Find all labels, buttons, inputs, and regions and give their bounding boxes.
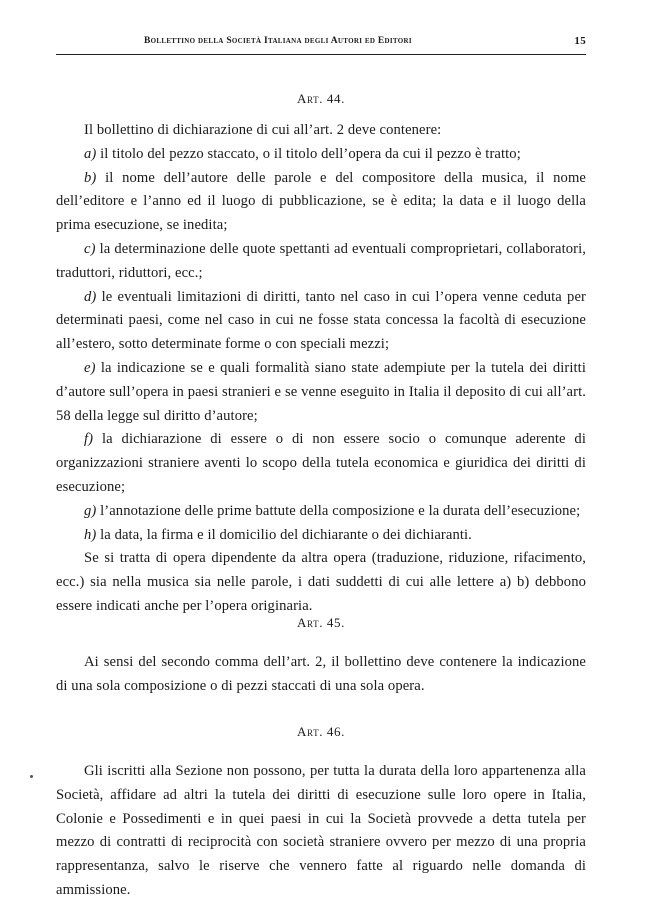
article-44-item-b: b) il nome dell’autore delle parole e del compositore della musica, il nome dell’editore e l’anno ed il luogo di pubblicazione, se è edita; la data e il luogo della prima esecuzione, se inedita; xyxy=(56,169,586,234)
article-44-item-g: g) l’annotazione delle prime battute della composizione e la durata dell’esecuzione; xyxy=(84,502,581,519)
margin-speck xyxy=(30,775,33,778)
article-44-item-f: f) la dichiarazione di essere o di non essere socio o comunque aderente di organizzazioni straniere aventi lo scopo della tutela economica e giuridica dei diritti di esecuzione; xyxy=(56,431,586,495)
article-45-body xyxy=(56,651,586,699)
article-46-heading: Art. 46. xyxy=(297,724,345,739)
running-head-title: Bollettino della Società Italiana degli Autori ed Editori xyxy=(144,36,412,46)
article-45-heading: Art. 45. xyxy=(297,615,345,630)
article-46-paragraph: Gli iscritti alla Sezione non possono, per tutta la durata della loro appartenenza alla Società, affidare ad altri la tutela dei diritti di esecuzione sulle loro opere in Italia, Colonie e Possedimenti e in quei paesi in cui la Società provvede a detta tutela per mezzo di contratti di reciprocità con società straniere ovvero per mezzo di una propria rappresentanza, salvo le riserve che vennero fatte al riguardo nelle domanda di ammissione. xyxy=(56,763,586,898)
article-44-item-c: c) la determinazione delle quote spettanti ad eventuali comproprietari, collaboratori, traduttori, riduttori, ecc.; xyxy=(56,240,586,281)
page-number: 15 xyxy=(574,35,586,47)
article-44-body xyxy=(56,119,586,619)
article-44-paragraph: Il bollettino di dichiarazione di cui all’art. 2 deve contenere: xyxy=(84,122,442,138)
article-44-item-a: a) il titolo del pezzo staccato, o il titolo dell’opera da cui il pezzo è tratto; xyxy=(84,145,521,162)
article-44-item-d: d) le eventuali limitazioni di diritti, tanto nel caso in cui l’opera venne ceduta per determinati paesi, come nel caso in cui ne fosse stata concessa la facoltà di esecuzione all’estero, sotto determinate forme o con speciali mezzi; xyxy=(56,288,586,353)
article-44-item-e: e) la indicazione se e quali formalità siano state adempiute per la tutela dei diritti d’autore sull’opera in paesi stranieri e se venne eseguito in Italia il deposito di cui all’art. 58 della legge sul diritto d’autore; xyxy=(56,359,586,424)
article-44-item-h: h) la data, la firma e il domicilio del dichiarante o dei dichiaranti. xyxy=(84,526,472,543)
article-46-body xyxy=(56,760,586,903)
article-44-closing-paragraph: Se si tratta di opera dipendente da altra opera (traduzione, riduzione, rifacimento, ecc.) sia nella musica sia nelle parole, i dati suddetti di cui alle lettere a) b) debbono essere indicati anche per l’opera originaria. xyxy=(56,550,586,614)
article-45-paragraph: Ai sensi del secondo comma dell’art. 2, il bollettino deve contenere la indicazione di una sola composizione o di pezzi staccati di una sola opera. xyxy=(56,654,586,694)
article-44-heading: Art. 44. xyxy=(297,91,345,106)
document-page xyxy=(56,0,586,900)
header-rule xyxy=(56,54,586,55)
